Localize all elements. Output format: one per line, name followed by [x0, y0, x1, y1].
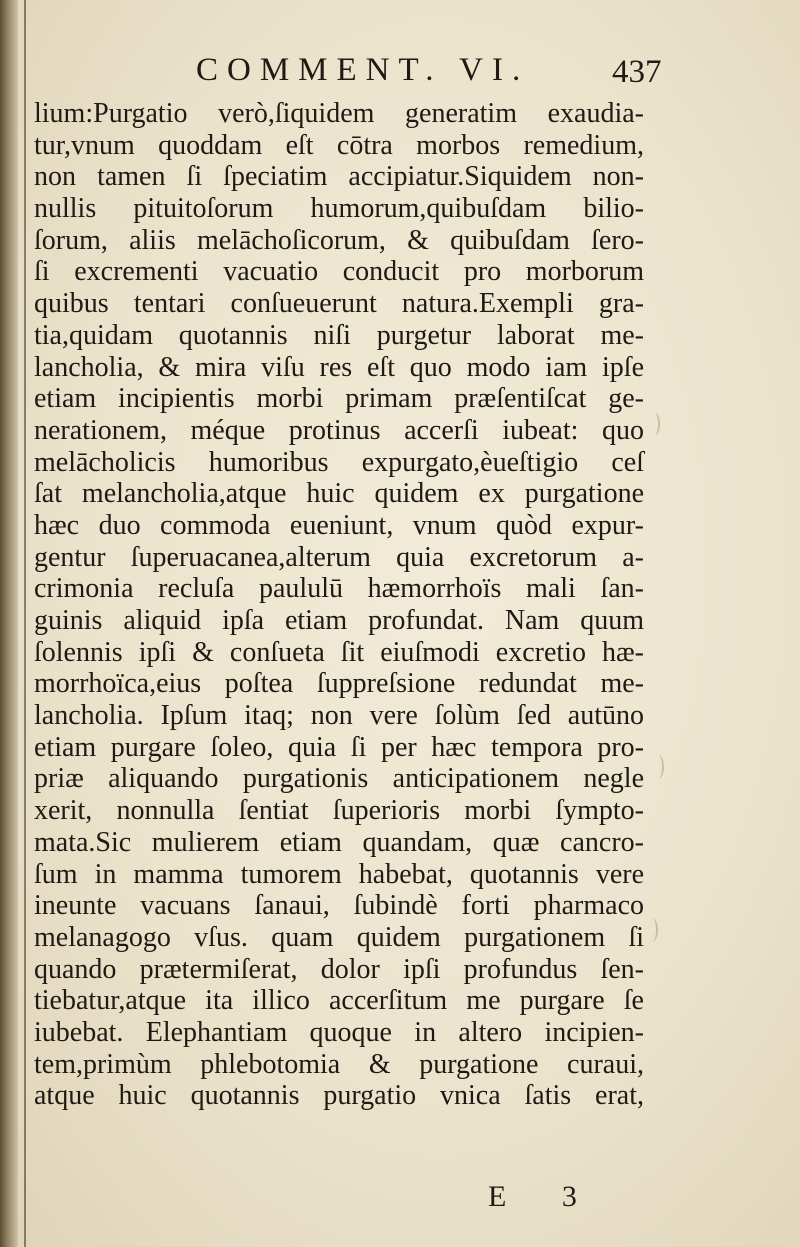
text-line: crimonia recluſa paululū hæmorrhoïs mali ſan-: [34, 573, 644, 605]
text-line: priæ aliquando purgationis anticipationem negle: [34, 763, 644, 795]
text-line: lancholia. Ipſum itaq; non vere ſolùm ſed autūno: [34, 700, 644, 732]
text-block: [34, 98, 644, 1112]
text-line: iubebat. Elephantiam quoque in altero incipien-: [34, 1016, 644, 1048]
margin-mark: [648, 412, 660, 436]
text-line: mata.Sic mulierem etiam quandam, quæ cancro-: [34, 826, 644, 858]
text-line: nullis pituitoſorum humorum,quibuſdam bilio-: [34, 193, 644, 225]
text-line: melanagogo vſus. quam quidem purgationem ſi: [34, 921, 644, 953]
text-line: tur,vnum quoddam eſt cōtra morbos remedium,: [34, 129, 644, 161]
page-number: 437: [612, 54, 662, 90]
text-line: non tamen ſi ſpeciatim accipiatur.Siquidem non-: [34, 161, 644, 193]
text-line: morrhoïca,eius poſtea ſuppreſsione redundat me-: [34, 668, 644, 700]
text-line: quibus tentari conſueuerunt natura.Exempli gra-: [34, 288, 644, 320]
running-head: COMMENT. VI.: [196, 52, 530, 88]
text-line: lancholia, & mira viſu res eſt quo modo iam ipſe: [34, 351, 644, 383]
binding-edge: [0, 0, 18, 1247]
text-line: ſolennis ipſi & conſueta ſit eiuſmodi excretio hæ-: [34, 636, 644, 668]
text-line: tiebatur,atque ita illico accerſitum me purgare ſe: [34, 985, 644, 1017]
text-line: etiam incipientis morbi primam præſentiſcat ge-: [34, 383, 644, 415]
text-line: ſat melancholia,atque huic quidem ex purgatione: [34, 478, 644, 510]
margin-mark: [646, 918, 658, 942]
text-line: hæc duo commoda eueniunt, vnum quòd expur-: [34, 509, 644, 541]
text-line: atque huic quotannis purgatio vnica ſatis erat,: [34, 1080, 644, 1112]
signature-mark: E 3: [488, 1180, 601, 1213]
text-line: ſum in mamma tumorem habebat, quotannis vere: [34, 858, 644, 890]
text-line: ſorum, aliis melāchoſicorum, & quibuſdam ſero-: [34, 224, 644, 256]
text-line: ineunte vacuans ſanaui, ſubindè forti pharmaco: [34, 890, 644, 922]
text-line: nerationem, méque protinus accerſi iubeat: quo: [34, 414, 644, 446]
text-line: quando prætermiſerat, dolor ipſi profundus ſen-: [34, 953, 644, 985]
margin-mark: [652, 755, 664, 779]
text-line: gentur ſuperuacanea,alterum quia excretorum a-: [34, 541, 644, 573]
text-line: xerit, nonnulla ſentiat ſuperioris morbi ſympto-: [34, 795, 644, 827]
text-line: lium:Purgatio verò,ſiquidem generatim exaudia-: [34, 98, 644, 129]
text-line: ſi excrementi vacuatio conducit pro morborum: [34, 256, 644, 288]
text-line: tia,quidam quotannis niſi purgetur laborat me-: [34, 319, 644, 351]
text-line: tem,primùm phlebotomia & purgatione curaui,: [34, 1048, 644, 1080]
page-header: [0, 48, 800, 96]
text-line: guinis aliquid ipſa etiam profundat. Nam quum: [34, 605, 644, 636]
binding-rule: [24, 0, 26, 1247]
text-line: melācholicis humoribus expurgato,èueſtigio ceſ: [34, 446, 644, 478]
text-line: etiam purgare ſoleo, quia ſi per hæc tempora pro-: [34, 731, 644, 763]
